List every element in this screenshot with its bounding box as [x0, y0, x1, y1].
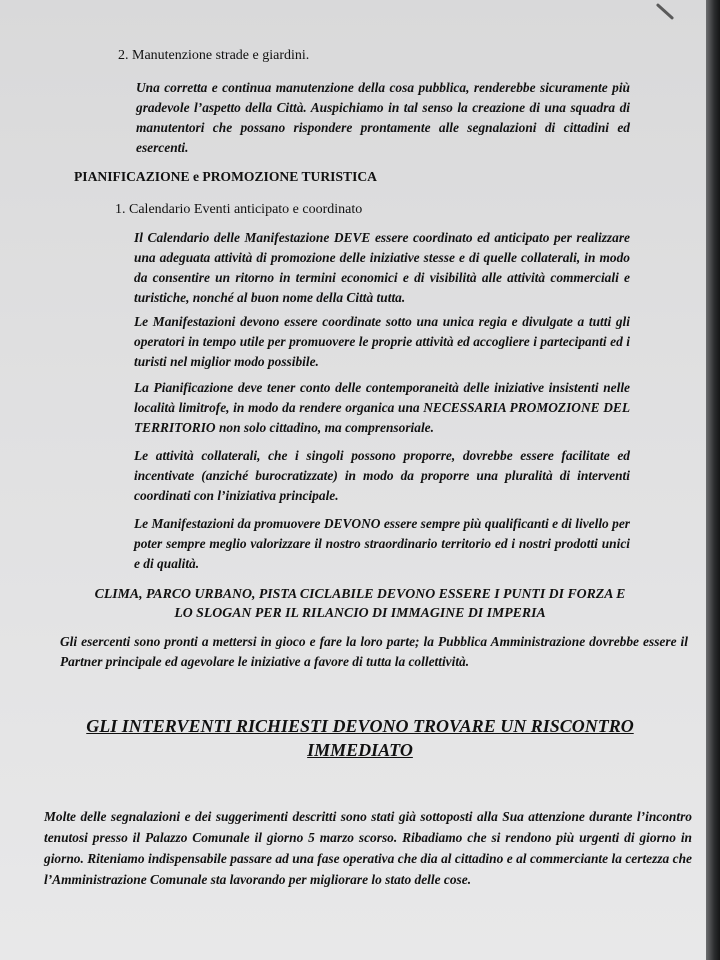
pen-mark — [656, 3, 674, 20]
item-title-manutenzione: 2. Manutenzione strade e giardini. — [118, 48, 310, 63]
paragraph-regia: Le Manifestazioni devono essere coordinate sotto una unica regia e divulgate a tutti gli operatori in tempo utile per promuovere le proprie attività ed accogliere i partecipanti ed i turisti nel miglior modo possibile. — [134, 314, 630, 369]
paragraph-attivita-collaterali: Le attività collaterali, che i singoli possono proporre, dovrebbe essere facilitate ed incentivate (anziché burocratizzate) in modo da proporre una pluralità di interventi coordinati con l’iniziativa principale. — [134, 448, 630, 503]
item-title-calendario: 1. Calendario Eventi anticipato e coordinato — [115, 202, 363, 217]
section-heading-interventi-line-1: GLI INTERVENTI RICHIESTI DEVONO TROVARE UN RISCONTRO — [86, 716, 634, 736]
paragraph-pianificazione: La Pianificazione deve tener conto delle contemporaneità delle iniziative insistenti nelle località limitrofe, in modo da rendere organica una NECESSARIA PROMOZIONE DEL TERRITORIO non solo cittadino, ma comprensoriale. — [134, 380, 630, 435]
slogan-line-2: LO SLOGAN PER IL RILANCIO DI IMMAGINE DI IMPERIA — [174, 605, 546, 620]
paragraph-calendario: Il Calendario delle Manifestazione DEVE essere coordinato ed anticipato per realizzare una adeguata attività di promozione delle iniziative stesse e di quelle collaterali, in modo da consentire un ritorno in termini economici e di visibilità alle attività commerciali e turistiche, nonché al buon nome della Città tutta. — [134, 230, 630, 305]
paragraph-segnalazioni: Molte delle segnalazioni e dei suggerimenti descritti sono stati già sottoposti alla Sua attenzione durante l’incontro tenutosi presso il Palazzo Comunale il giorno 5 marzo scorso. Ribadiamo che si rendono più urgenti di giorno in giorno. Riteniamo indispensabile passare ad una fase operativa che dia al cittadino e al commerciante la certezza che l’Amministrazione Comunale sta lavorando per migliorare lo stato delle cose. — [44, 809, 692, 887]
paragraph-esercenti: Gli esercenti sono pronti a mettersi in gioco e fare la loro parte; la Pubblica Amministrazione dovrebbe essere il Partner principale ed agevolare le iniziative a favore di tutta la collettività. — [60, 634, 688, 669]
paragraph-manifestazioni: Le Manifestazioni da promuovere DEVONO essere sempre più qualificanti e di livello per poter sempre meglio valorizzare il nostro straordinario territorio ed i nostri prodotti unici e di qualità. — [134, 516, 630, 571]
paragraph-manutenzione: Una corretta e continua manutenzione della cosa pubblica, renderebbe sicuramente più gradevole l’aspetto della Città. Auspichiamo in tal senso la creazione di una squadra di manutentori che possano rispondere prontamente alle segnalazioni di cittadini ed esercenti. — [136, 80, 630, 155]
slogan-line-1: CLIMA, PARCO URBANO, PISTA CICLABILE DEVONO ESSERE I PUNTI DI FORZA E — [94, 586, 626, 601]
section-heading-interventi-line-2: IMMEDIATO — [307, 740, 413, 760]
page-edge-shadow — [706, 0, 720, 960]
section-heading-pianificazione: PIANIFICAZIONE e PROMOZIONE TURISTICA — [74, 169, 377, 184]
